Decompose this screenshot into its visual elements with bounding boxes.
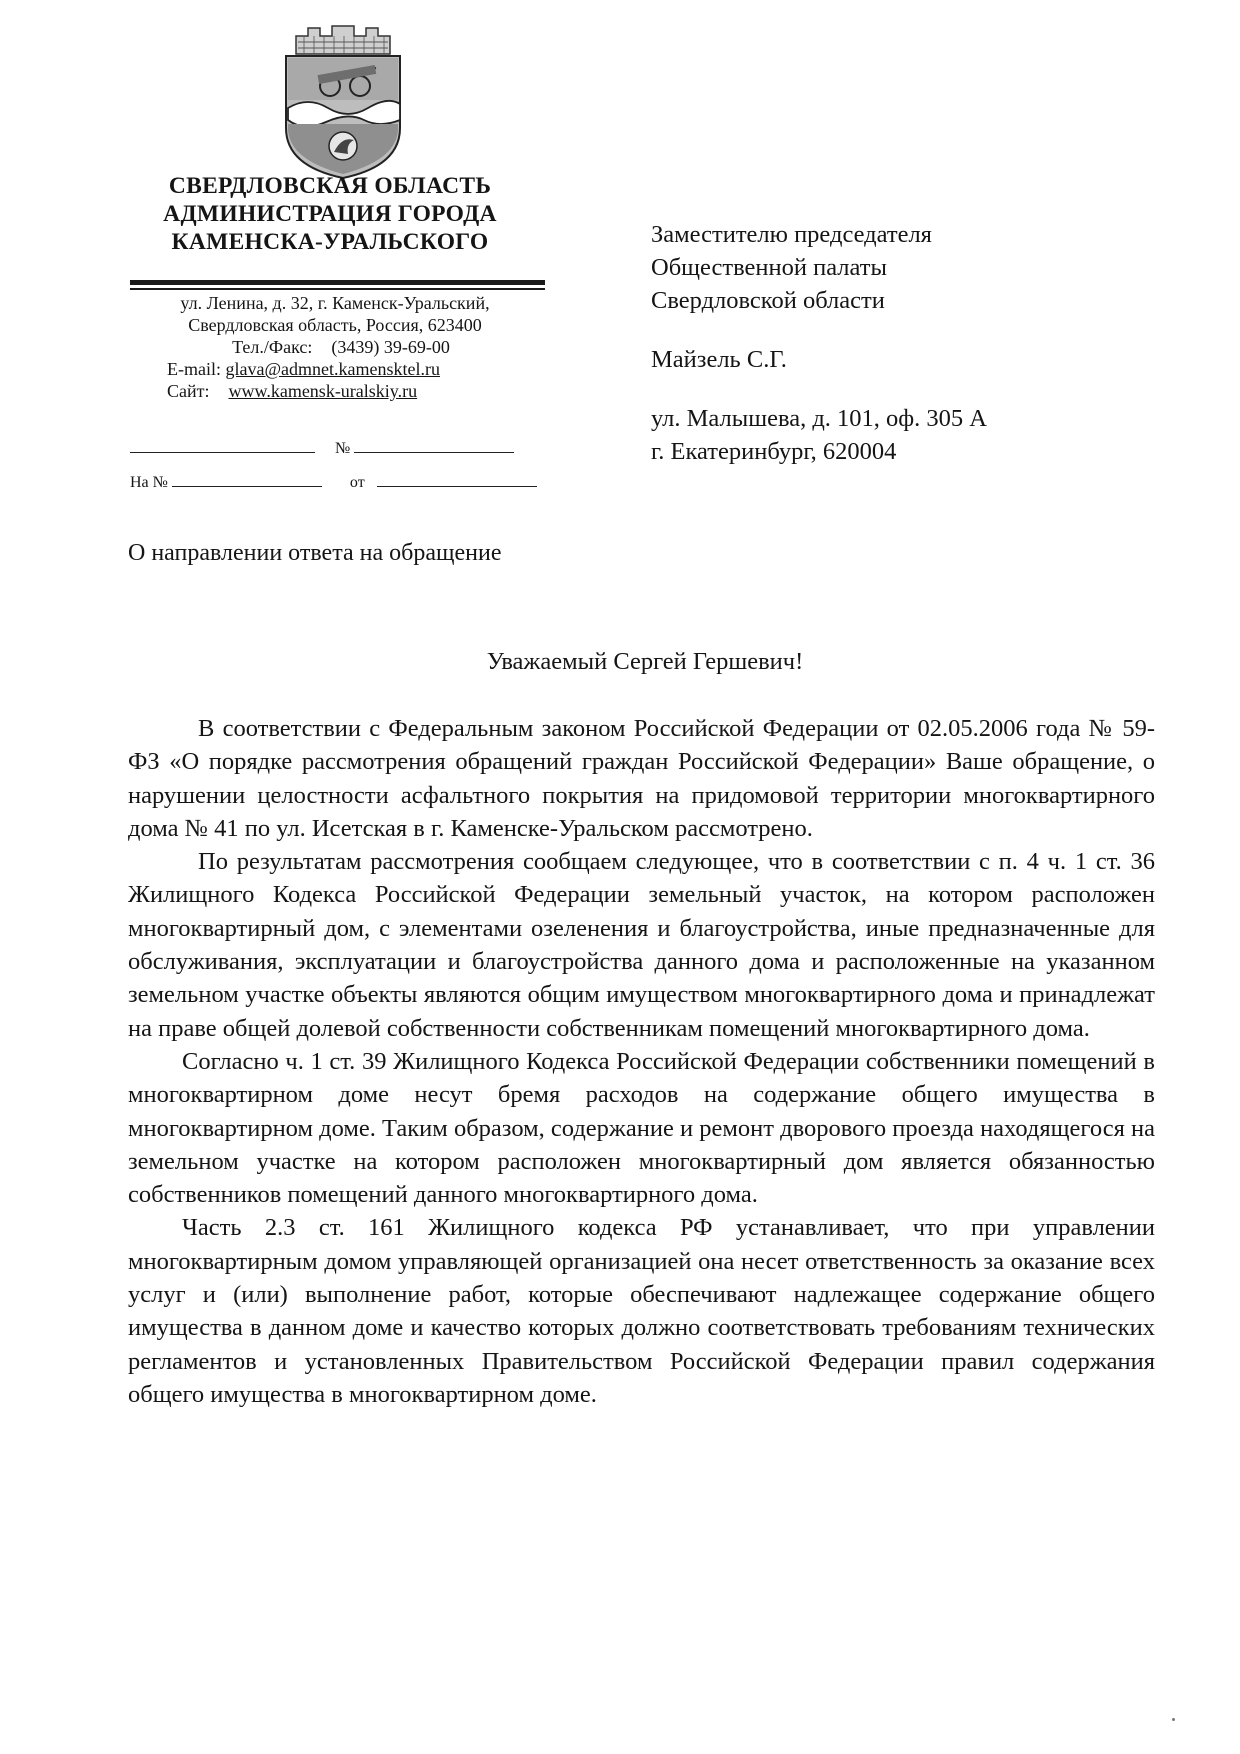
org-site xyxy=(115,380,555,402)
org-address-line-1: ул. Ленина, д. 32, г. Каменск-Уральский, xyxy=(180,293,490,313)
organization-contacts xyxy=(115,292,555,402)
date-label: от xyxy=(349,474,365,491)
site-label: Сайт: xyxy=(167,381,210,401)
org-address-line-2: Свердловская область, Россия, 623400 xyxy=(188,315,482,335)
org-name-line-1: СВЕРДЛОВСКАЯ ОБЛАСТЬ xyxy=(168,173,492,199)
reply-registration-line xyxy=(130,472,537,493)
org-email xyxy=(115,358,555,380)
header-divider-thin xyxy=(130,288,545,290)
addressee-line-1: Заместителю председателя xyxy=(651,221,932,248)
outgoing-number-blank xyxy=(354,438,514,453)
addressee-line-3: Свердловской области xyxy=(651,287,885,314)
reply-to-label: На № xyxy=(130,474,168,491)
letter-body xyxy=(128,712,1155,1411)
site-link[interactable]: www.kamensk-uralskiy.ru xyxy=(228,381,418,401)
email-link[interactable]: glava@admnet.kamensktel.ru xyxy=(225,359,440,379)
number-label: № xyxy=(335,440,351,457)
reply-date-blank xyxy=(377,472,537,487)
organization-name xyxy=(115,172,545,256)
salutation: Уважаемый Сергей Гершевич! xyxy=(486,648,804,675)
org-name-line-3: КАМЕНСКА-УРАЛЬСКОГО xyxy=(171,229,489,255)
letter-subject: О направлении ответа на обращение xyxy=(128,540,502,566)
org-phone xyxy=(115,336,555,358)
addressee-street: ул. Малышева, д. 101, оф. 305 А xyxy=(651,405,987,432)
phone-label: Тел./Факс: xyxy=(232,337,313,357)
body-paragraph-1: В соответствии с Федеральным законом Российской Федерации от 02.05.2006 года № 59-ФЗ «О порядке рассмотрения обращений граждан Российской Федерации» Ваше обращение, о нарушении целостности асфальтного покрытия на придомовой территории многоквартирного дома № 41 по ул. Исетская в г. Каменске-Уральском рассмотрено. xyxy=(128,715,1155,842)
phone-value: (3439) 39-69-00 xyxy=(331,337,450,357)
addressee-city: г. Екатеринбург, 620004 xyxy=(651,438,897,465)
header-divider-thick xyxy=(130,280,545,285)
scan-speck xyxy=(1172,1718,1175,1721)
body-paragraph-3: Согласно ч. 1 ст. 39 Жилищного Кодекса Российской Федерации собственники помещений в многоквартирном доме несут бремя расходов на содержание общего имущества в многоквартирном доме. Таким образом, содержание и ремонт дворового проезда находящегося на земельном участке на котором расположен многоквартирный дом является обязанностью собственников помещений данного многоквартирного дома. xyxy=(128,1047,1155,1209)
outgoing-registration-line xyxy=(130,438,514,459)
addressee-name: Майзель С.Г. xyxy=(651,346,787,373)
body-paragraph-4: Часть 2.3 ст. 161 Жилищного кодекса РФ устанавливает, что при управлении многоквартирным домом управляющей организацией она несет ответственность за оказание всех услуг и (или) выполнение работ, которые обеспечивают надлежащее содержание общего имущества в данном доме и качество которых должно соответствовать требованиям технических регламентов и установленных Правительством Российской Федерации правил содержания общего имущества в многоквартирном доме. xyxy=(128,1214,1155,1408)
reply-number-blank xyxy=(172,472,322,487)
body-paragraph-2: По результатам рассмотрения сообщаем следующее, что в соответствии с п. 4 ч. 1 ст. 36 Жилищного Кодекса Российской Федерации земельный участок, на котором расположен многоквартирный дом, с элементами озеленения и благоустройства, иные предназначенные для обслуживания, эксплуатации и благоустройства данного дома и расположенные на указанном земельном участке объекты являются общим имуществом многоквартирного дома и принадлежат на праве общей долевой собственности собственникам помещений многоквартирного дома. xyxy=(128,848,1155,1042)
coat-of-arms-emblem xyxy=(268,20,418,180)
email-label: E-mail: xyxy=(167,359,221,379)
addressee-line-2: Общественной палаты xyxy=(651,254,887,281)
addressee-block xyxy=(651,218,987,468)
outgoing-date-blank xyxy=(130,438,315,453)
org-name-line-2: АДМИНИСТРАЦИЯ ГОРОДА xyxy=(163,201,497,227)
